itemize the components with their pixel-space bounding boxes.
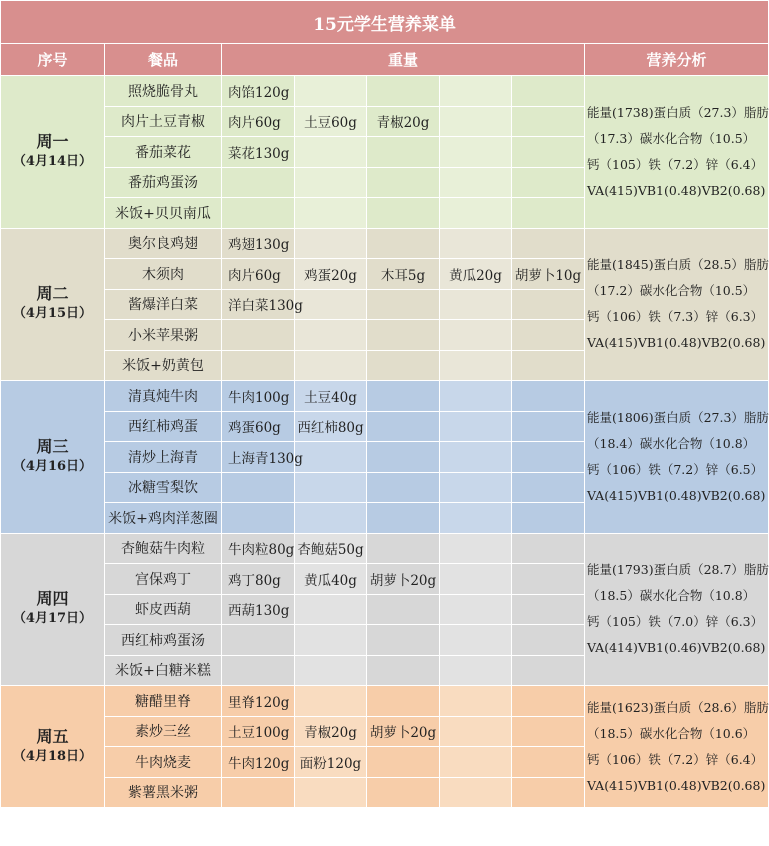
ingredient-cell: 肉片60g <box>222 259 295 290</box>
nutrition-line: VA(415)VB1(0.48)VB2(0.68) <box>587 182 766 198</box>
ingredient-cell <box>367 76 440 107</box>
dish-name: 宫保鸡丁 <box>105 564 222 595</box>
ingredient-cell <box>512 594 585 625</box>
day-date: （4月18日） <box>12 748 93 764</box>
menu-row <box>1 76 769 107</box>
ingredient-cell <box>222 167 295 198</box>
header-weight: 重量 <box>222 44 585 76</box>
ingredient-cell <box>440 289 512 320</box>
ingredient-cell <box>295 594 367 625</box>
ingredient-cell <box>367 411 440 442</box>
day-date: （4月16日） <box>12 458 93 474</box>
nutrition-line: 钙（106）铁（7.2）锌（6.4） <box>587 751 764 767</box>
ingredient-cell <box>367 228 440 259</box>
nutrition-line: 钙（105）铁（7.2）锌（6.4） <box>587 156 764 172</box>
day-date: （4月17日） <box>12 611 93 627</box>
nutrition-line: （17.2）碳水化合物（10.5） <box>587 283 756 299</box>
ingredient-cell <box>440 350 512 381</box>
ingredient-cell: 青椒20g <box>367 106 440 137</box>
menu-title: 15元学生营养菜单 <box>1 1 769 44</box>
ingredient-cell <box>295 228 367 259</box>
ingredient-cell <box>367 442 440 473</box>
ingredient-cell <box>295 137 367 168</box>
ingredient-cell: 黄瓜40g <box>295 564 367 595</box>
day-date: （4月14日） <box>12 153 93 169</box>
menu-row <box>1 533 769 564</box>
ingredient-cell <box>222 655 295 686</box>
ingredient-cell <box>295 320 367 351</box>
nutrition-line: VA(415)VB1(0.48)VB2(0.68) <box>587 335 766 351</box>
ingredient-cell <box>440 655 512 686</box>
ingredient-cell <box>367 472 440 503</box>
ingredient-cell <box>367 289 440 320</box>
nutrition-line: 能量(1793)蛋白质（28.7）脂肪 <box>587 562 769 578</box>
ingredient-cell: 肉馅120g <box>222 76 295 107</box>
ingredient-cell <box>295 777 367 808</box>
dish-name: 牛肉烧麦 <box>105 747 222 778</box>
ingredient-cell <box>295 625 367 656</box>
ingredient-cell <box>367 686 440 717</box>
ingredient-cell <box>295 655 367 686</box>
nutrition-line: 能量(1806)蛋白质（27.3）脂肪 <box>587 409 769 425</box>
ingredient-cell <box>512 442 585 473</box>
ingredient-cell <box>222 350 295 381</box>
ingredient-cell <box>367 381 440 412</box>
ingredient-cell <box>440 228 512 259</box>
ingredient-cell: 木耳5g <box>367 259 440 290</box>
nutrition-line: （18.5）碳水化合物（10.6） <box>587 725 756 741</box>
nutrition-line: VA(415)VB1(0.48)VB2(0.68) <box>587 777 766 793</box>
ingredient-cell <box>512 106 585 137</box>
day-cell <box>1 76 105 229</box>
nutrition-line: VA(414)VB1(0.46)VB2(0.68) <box>587 640 766 656</box>
ingredient-cell <box>512 564 585 595</box>
day-name: 周三 <box>36 436 69 456</box>
ingredient-cell <box>440 167 512 198</box>
dish-name: 紫薯黑米粥 <box>105 777 222 808</box>
nutrition-cell <box>585 686 769 808</box>
dish-name: 番茄菜花 <box>105 137 222 168</box>
ingredient-cell <box>295 503 367 534</box>
nutrition-line: 钙（105）铁（7.0）锌（6.3） <box>587 614 764 630</box>
ingredient-cell: 面粉120g <box>295 747 367 778</box>
ingredient-cell <box>440 625 512 656</box>
ingredient-cell <box>512 716 585 747</box>
dish-name: 糖醋里脊 <box>105 686 222 717</box>
ingredient-cell: 西红柿80g <box>295 411 367 442</box>
header-dish: 餐品 <box>105 44 222 76</box>
ingredient-cell <box>295 472 367 503</box>
ingredient-cell: 土豆100g <box>222 716 295 747</box>
ingredient-cell <box>222 777 295 808</box>
nutrition-line: 能量(1738)蛋白质（27.3）脂肪 <box>587 104 769 120</box>
ingredient-cell <box>512 747 585 778</box>
nutrition-line: VA(415)VB1(0.48)VB2(0.68) <box>587 487 766 503</box>
ingredient-cell <box>295 289 367 320</box>
nutrition-line: 能量(1845)蛋白质（28.5）脂肪 <box>587 257 769 273</box>
ingredient-cell <box>440 686 512 717</box>
ingredient-cell <box>440 442 512 473</box>
ingredient-cell: 鸡翅130g <box>222 228 295 259</box>
ingredient-cell <box>512 228 585 259</box>
ingredient-cell <box>367 747 440 778</box>
day-name: 周五 <box>36 726 69 746</box>
dish-name: 清真炖牛肉 <box>105 381 222 412</box>
dish-name: 冰糖雪梨饮 <box>105 472 222 503</box>
ingredient-cell: 胡萝卜20g <box>367 716 440 747</box>
menu-row <box>1 381 769 412</box>
ingredient-cell <box>440 106 512 137</box>
ingredient-cell <box>295 350 367 381</box>
ingredient-cell <box>367 533 440 564</box>
ingredient-cell <box>440 381 512 412</box>
ingredient-cell <box>440 411 512 442</box>
day-date: （4月15日） <box>12 306 93 322</box>
ingredient-cell <box>440 472 512 503</box>
ingredient-cell <box>295 76 367 107</box>
ingredient-cell <box>440 320 512 351</box>
ingredient-cell <box>512 198 585 229</box>
dish-name: 酱爆洋白菜 <box>105 289 222 320</box>
ingredient-cell: 菜花130g <box>222 137 295 168</box>
ingredient-cell <box>295 686 367 717</box>
dish-name: 虾皮西葫 <box>105 594 222 625</box>
ingredient-cell <box>512 777 585 808</box>
menu-row <box>1 686 769 717</box>
dish-name: 米饭+鸡肉洋葱圈 <box>105 503 222 534</box>
nutrition-line: （18.4）碳水化合物（10.8） <box>587 435 756 451</box>
ingredient-cell: 黄瓜20g <box>440 259 512 290</box>
ingredient-cell: 鸡丁80g <box>222 564 295 595</box>
ingredient-cell <box>440 198 512 229</box>
ingredient-cell <box>222 625 295 656</box>
ingredient-cell <box>440 533 512 564</box>
ingredient-cell <box>512 320 585 351</box>
dish-name: 清炒上海青 <box>105 442 222 473</box>
dish-name: 西红柿鸡蛋 <box>105 411 222 442</box>
dish-name: 杏鲍菇牛肉粒 <box>105 533 222 564</box>
nutrition-cell <box>585 76 769 229</box>
ingredient-cell <box>367 167 440 198</box>
ingredient-cell <box>440 564 512 595</box>
ingredient-cell: 土豆60g <box>295 106 367 137</box>
ingredient-cell: 牛肉粒80g <box>222 533 295 564</box>
ingredient-cell <box>440 76 512 107</box>
ingredient-cell <box>295 198 367 229</box>
dish-name: 照烧脆骨丸 <box>105 76 222 107</box>
ingredient-cell <box>512 411 585 442</box>
ingredient-cell <box>222 503 295 534</box>
ingredient-cell: 牛肉120g <box>222 747 295 778</box>
ingredient-cell <box>440 503 512 534</box>
dish-name: 小米苹果粥 <box>105 320 222 351</box>
ingredient-cell <box>367 137 440 168</box>
nutrition-line: （18.5）碳水化合物（10.8） <box>587 588 756 604</box>
nutrition-line: 能量(1623)蛋白质（28.6）脂肪 <box>587 699 769 715</box>
ingredient-cell <box>512 533 585 564</box>
ingredient-cell <box>512 137 585 168</box>
ingredient-cell <box>512 76 585 107</box>
ingredient-cell <box>440 137 512 168</box>
ingredient-cell: 杏鲍菇50g <box>295 533 367 564</box>
dish-name: 番茄鸡蛋汤 <box>105 167 222 198</box>
ingredient-cell <box>440 594 512 625</box>
day-cell <box>1 381 105 534</box>
menu-body <box>1 76 769 808</box>
ingredient-cell: 胡萝卜10g <box>512 259 585 290</box>
ingredient-cell <box>440 747 512 778</box>
nutrition-cell <box>585 228 769 381</box>
dish-name: 奥尔良鸡翅 <box>105 228 222 259</box>
ingredient-cell: 青椒20g <box>295 716 367 747</box>
header-seq: 序号 <box>1 44 105 76</box>
dish-name: 米饭+奶黄包 <box>105 350 222 381</box>
day-cell <box>1 533 105 686</box>
ingredient-cell <box>367 503 440 534</box>
ingredient-cell <box>367 777 440 808</box>
dish-name: 米饭+贝贝南瓜 <box>105 198 222 229</box>
dish-name: 木须肉 <box>105 259 222 290</box>
day-name: 周四 <box>36 589 69 609</box>
nutrition-line: 钙（106）铁（7.3）锌（6.3） <box>587 309 764 325</box>
ingredient-cell <box>367 594 440 625</box>
ingredient-cell <box>512 472 585 503</box>
ingredient-cell: 西葫130g <box>222 594 295 625</box>
ingredient-cell <box>367 350 440 381</box>
ingredient-cell <box>512 289 585 320</box>
dish-name: 肉片土豆青椒 <box>105 106 222 137</box>
ingredient-cell: 鸡蛋20g <box>295 259 367 290</box>
ingredient-cell <box>440 777 512 808</box>
ingredient-cell <box>367 198 440 229</box>
day-cell <box>1 686 105 808</box>
nutrition-cell <box>585 381 769 534</box>
ingredient-cell <box>512 503 585 534</box>
ingredient-cell <box>367 625 440 656</box>
ingredient-cell <box>367 655 440 686</box>
ingredient-cell: 牛肉100g <box>222 381 295 412</box>
ingredient-cell: 里脊120g <box>222 686 295 717</box>
ingredient-cell <box>222 472 295 503</box>
ingredient-cell: 上海青130g <box>222 442 295 473</box>
ingredient-cell <box>512 381 585 412</box>
ingredient-cell <box>222 320 295 351</box>
ingredient-cell <box>440 716 512 747</box>
day-name: 周一 <box>36 131 69 151</box>
ingredient-cell <box>295 442 367 473</box>
ingredient-cell: 胡萝卜20g <box>367 564 440 595</box>
ingredient-cell: 肉片60g <box>222 106 295 137</box>
nutrition-line: 钙（106）铁（7.2）锌（6.5） <box>587 461 764 477</box>
ingredient-cell <box>367 320 440 351</box>
ingredient-cell: 洋白菜130g <box>222 289 295 320</box>
ingredient-cell <box>512 167 585 198</box>
ingredient-cell: 鸡蛋60g <box>222 411 295 442</box>
header-nutrition: 营养分析 <box>585 44 769 76</box>
ingredient-cell <box>222 198 295 229</box>
day-cell <box>1 228 105 381</box>
ingredient-cell <box>512 686 585 717</box>
ingredient-cell <box>512 625 585 656</box>
ingredient-cell <box>512 655 585 686</box>
nutrition-cell <box>585 533 769 686</box>
nutrition-line: （17.3）碳水化合物（10.5） <box>587 130 756 146</box>
dish-name: 西红柿鸡蛋汤 <box>105 625 222 656</box>
dish-name: 素炒三丝 <box>105 716 222 747</box>
ingredient-cell <box>512 350 585 381</box>
ingredient-cell: 土豆40g <box>295 381 367 412</box>
dish-name: 米饭+白糖米糕 <box>105 655 222 686</box>
ingredient-cell <box>295 167 367 198</box>
day-name: 周二 <box>36 284 69 304</box>
menu-row <box>1 228 769 259</box>
